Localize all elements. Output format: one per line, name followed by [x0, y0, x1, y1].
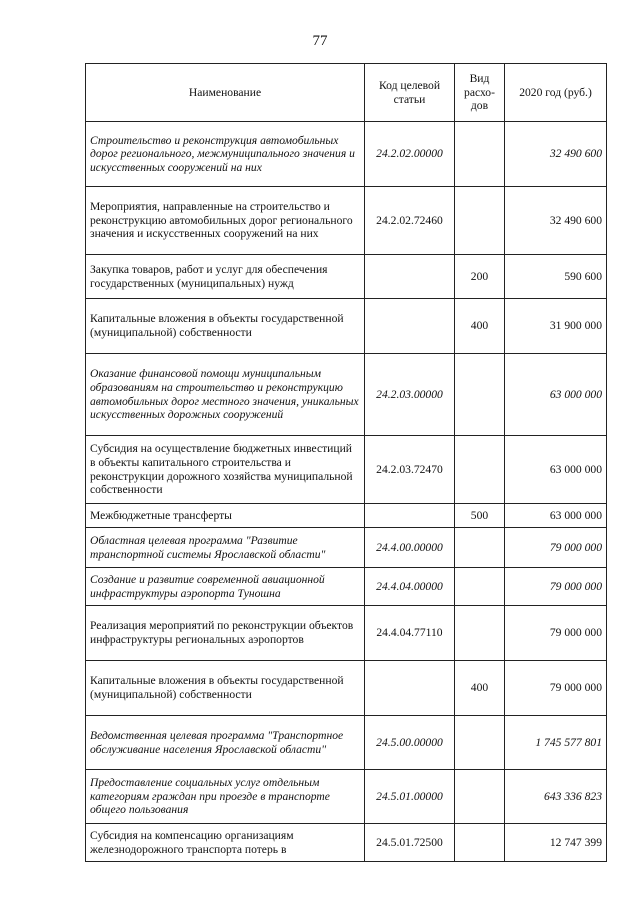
table-row: [86, 606, 607, 661]
row-kind: [455, 716, 505, 770]
row-code: 24.5.01.00000: [365, 770, 455, 824]
row-code: 24.4.04.00000: [365, 568, 455, 606]
row-sum: 63 000 000: [505, 354, 607, 436]
header-row: [86, 64, 607, 122]
row-sum: 590 600: [505, 255, 607, 299]
row-name: Строительство и реконструкция автомобильных дорог регионального, межмуниципального значения и искусственных сооружений на них: [86, 122, 365, 187]
row-code: [365, 661, 455, 716]
row-sum: 31 900 000: [505, 299, 607, 354]
row-code: 24.4.04.77110: [365, 606, 455, 661]
table-row: [86, 824, 607, 862]
row-kind: [455, 770, 505, 824]
row-name: Субсидия на осуществление бюджетных инвестиций в объекты капитального строительства и реконструкции дорожного хозяйства муниципальной собственности: [86, 436, 365, 504]
row-kind: [455, 606, 505, 661]
header-sum: 2020 год (руб.): [505, 64, 607, 122]
row-code: 24.5.01.72500: [365, 824, 455, 862]
row-sum: 643 336 823: [505, 770, 607, 824]
row-code: 24.2.02.72460: [365, 187, 455, 255]
row-sum: 63 000 000: [505, 436, 607, 504]
row-sum: 12 747 399: [505, 824, 607, 862]
header-kind: Вид расхо- дов: [455, 64, 505, 122]
row-name: Областная целевая программа "Развитие транспортной системы Ярославской области": [86, 528, 365, 568]
table-row: [86, 504, 607, 528]
row-kind: [455, 528, 505, 568]
row-kind: 500: [455, 504, 505, 528]
row-name: Межбюджетные трансферты: [86, 504, 365, 528]
row-name: Субсидия на компенсацию организациям железнодорожного транспорта потерь в: [86, 824, 365, 862]
row-sum: 63 000 000: [505, 504, 607, 528]
row-code: 24.2.02.00000: [365, 122, 455, 187]
row-kind: [455, 122, 505, 187]
row-name: Реализация мероприятий по реконструкции объектов инфраструктуры региональных аэропортов: [86, 606, 365, 661]
table-row: [86, 354, 607, 436]
table-row: [86, 122, 607, 187]
row-code: [365, 255, 455, 299]
table-row: [86, 187, 607, 255]
row-code: [365, 504, 455, 528]
row-sum: 32 490 600: [505, 187, 607, 255]
table-row: [86, 770, 607, 824]
row-kind: [455, 354, 505, 436]
table-body: [86, 122, 607, 862]
row-kind: 400: [455, 299, 505, 354]
table-row: [86, 299, 607, 354]
row-kind: 200: [455, 255, 505, 299]
budget-table: [85, 63, 607, 862]
row-kind: [455, 436, 505, 504]
row-name: Капитальные вложения в объекты государственной (муниципальной) собственности: [86, 299, 365, 354]
row-name: Закупка товаров, работ и услуг для обеспечения государственных (муниципальных) нужд: [86, 255, 365, 299]
row-kind: [455, 824, 505, 862]
header-code: Код целевой статьи: [365, 64, 455, 122]
row-kind: [455, 568, 505, 606]
row-code: 24.4.00.00000: [365, 528, 455, 568]
row-sum: 79 000 000: [505, 528, 607, 568]
row-sum: 1 745 577 801: [505, 716, 607, 770]
table-row: [86, 568, 607, 606]
row-name: Оказание финансовой помощи муниципальным образованиям на строительство и реконструкцию автомобильных дорог местного значения, уникальных искусственных дорожных сооружений: [86, 354, 365, 436]
row-sum: 79 000 000: [505, 568, 607, 606]
row-kind: [455, 187, 505, 255]
row-sum: 79 000 000: [505, 606, 607, 661]
table-row: [86, 661, 607, 716]
row-name: Предоставление социальных услуг отдельным категориям граждан при проезде в транспорте общего пользования: [86, 770, 365, 824]
page-number: 77: [312, 33, 328, 49]
row-sum: 79 000 000: [505, 661, 607, 716]
row-code: 24.5.00.00000: [365, 716, 455, 770]
table-row: [86, 528, 607, 568]
row-name: Создание и развитие современной авиационной инфраструктуры аэропорта Туношна: [86, 568, 365, 606]
row-code: 24.2.03.00000: [365, 354, 455, 436]
table-row: [86, 255, 607, 299]
row-code: [365, 299, 455, 354]
row-name: Ведомственная целевая программа "Транспортное обслуживание населения Ярославской области": [86, 716, 365, 770]
row-sum: 32 490 600: [505, 122, 607, 187]
row-name: Мероприятия, направленные на строительство и реконструкцию автомобильных дорог регионального значения и искусственных сооружений на них: [86, 187, 365, 255]
header-name: Наименование: [86, 64, 365, 122]
row-code: 24.2.03.72470: [365, 436, 455, 504]
table-row: [86, 716, 607, 770]
table-row: [86, 436, 607, 504]
table-header: [86, 64, 607, 122]
row-name: Капитальные вложения в объекты государственной (муниципальной) собственности: [86, 661, 365, 716]
row-kind: 400: [455, 661, 505, 716]
